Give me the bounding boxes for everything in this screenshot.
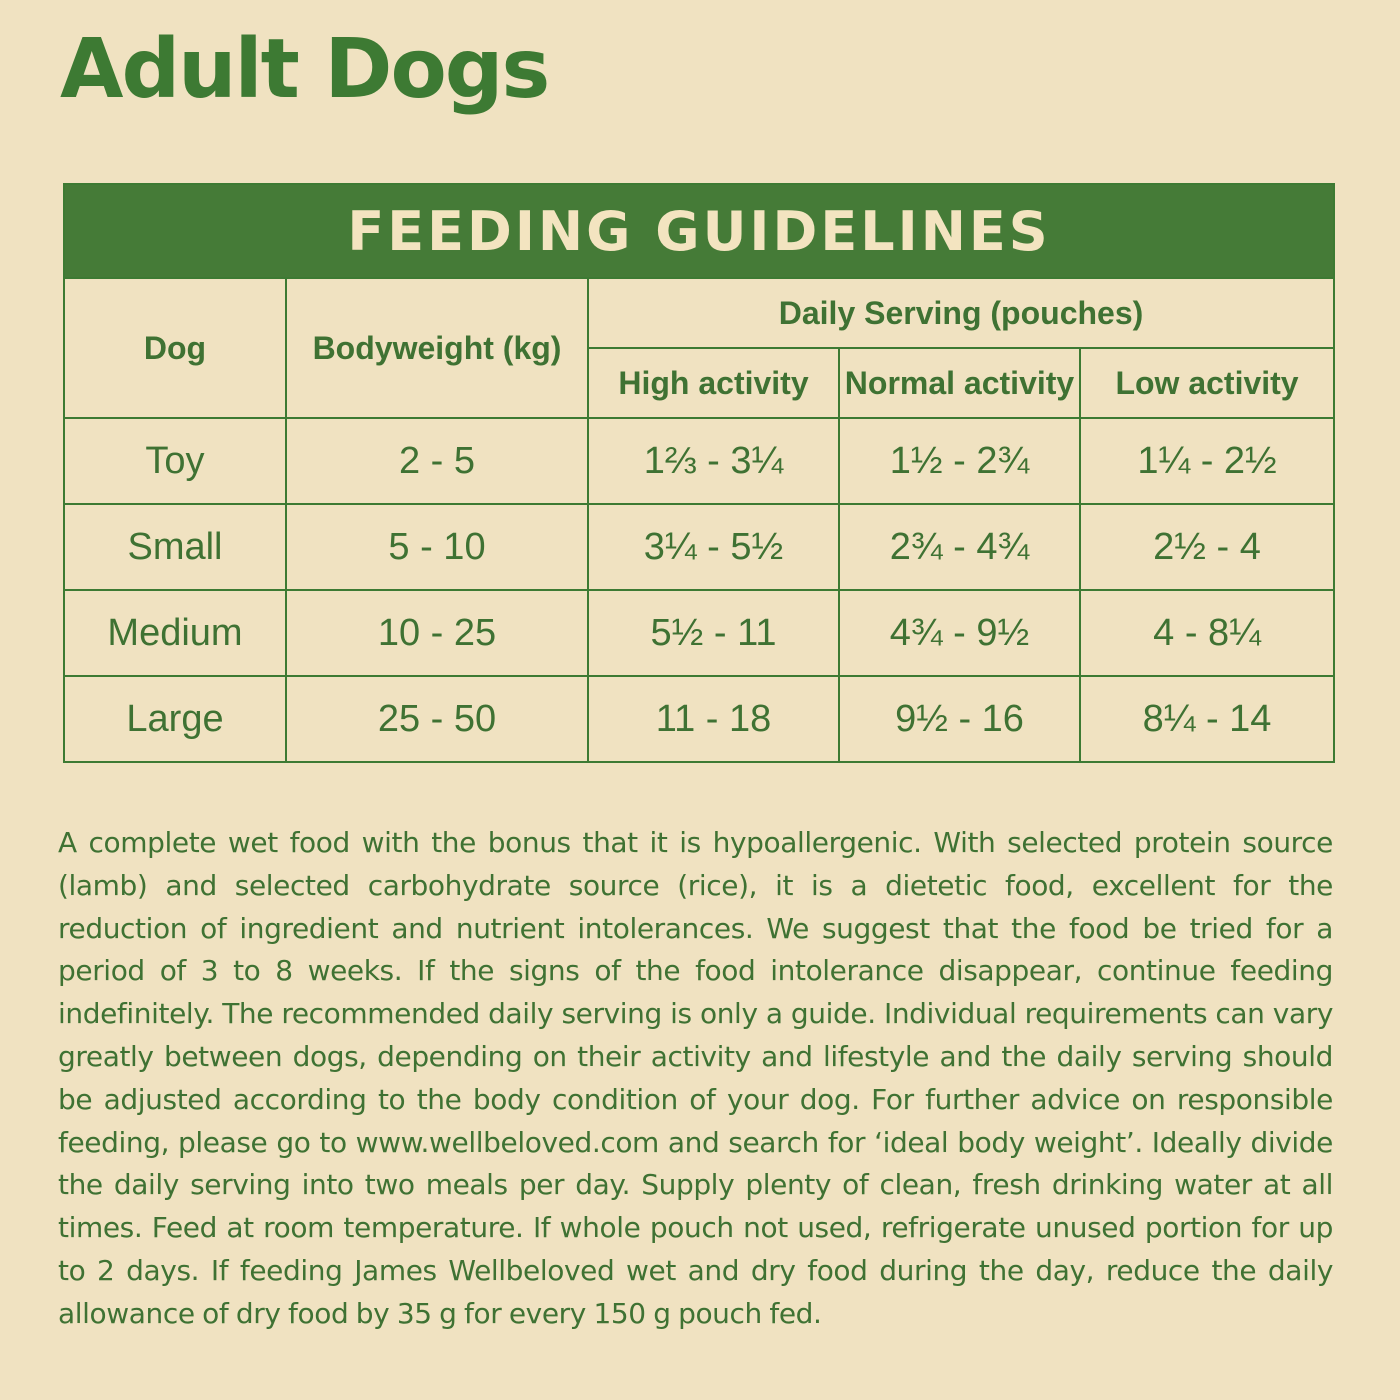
table-row — [64, 504, 1334, 590]
cell-dog: Medium — [64, 590, 286, 676]
cell-bodyweight: 25 - 50 — [286, 676, 588, 762]
cell-low-activity: 1¼ - 2½ — [1080, 418, 1334, 504]
table-row — [64, 676, 1334, 762]
header-high-activity: High activity — [588, 348, 839, 418]
header-low-activity: Low activity — [1080, 348, 1334, 418]
page-title: Adult Dogs — [60, 22, 549, 117]
cell-dog: Large — [64, 676, 286, 762]
cell-bodyweight: 10 - 25 — [286, 590, 588, 676]
cell-normal-activity: 2¾ - 4¾ — [839, 504, 1080, 590]
cell-dog: Small — [64, 504, 286, 590]
cell-normal-activity: 9½ - 16 — [839, 676, 1080, 762]
cell-low-activity: 4 - 8¼ — [1080, 590, 1334, 676]
header-dog: Dog — [64, 278, 286, 418]
cell-low-activity: 8¼ - 14 — [1080, 676, 1334, 762]
feeding-guidelines-table — [63, 183, 1335, 763]
cell-high-activity: 3¼ - 5½ — [588, 504, 839, 590]
header-daily-serving: Daily Serving (pouches) — [588, 278, 1334, 348]
cell-bodyweight: 2 - 5 — [286, 418, 588, 504]
cell-bodyweight: 5 - 10 — [286, 504, 588, 590]
cell-normal-activity: 4¾ - 9½ — [839, 590, 1080, 676]
description-paragraph: A complete wet food with the bonus that it is hypoallergenic. With selected protein source (lamb) and selected carbohydrate source (rice), it is a dietetic food, excellent for the reduction of ingredient and nutrient intolerances. We suggest that the food be tried for a period of 3 to 8 weeks. If the signs of the food intolerance disappear, continue feeding indefinitely. The recommended daily serving is only a guide. Individual requirements can vary greatly between dogs, depending on their activity and lifestyle and the daily serving should be adjusted according to the body condition of your dog. For further advice on responsible feeding, please go to www.wellbeloved.com and search for ‘ideal body weight’. Ideally divide the daily serving into two meals per day. Supply plenty of clean, fresh drinking water at all times. Feed at room temperature. If whole pouch not used, refrigerate unused portion for up to 2 days. If feeding James Wellbeloved wet and dry food during the day, reduce the daily allowance of dry food by 35 g for every 150 g pouch fed. — [58, 826, 1333, 1330]
cell-dog: Toy — [64, 418, 286, 504]
header-bodyweight: Bodyweight (kg) — [286, 278, 588, 418]
table-banner: FEEDING GUIDELINES — [64, 184, 1334, 278]
cell-low-activity: 2½ - 4 — [1080, 504, 1334, 590]
cell-normal-activity: 1½ - 2¾ — [839, 418, 1080, 504]
cell-high-activity: 5½ - 11 — [588, 590, 839, 676]
table-row — [64, 590, 1334, 676]
header-normal-activity: Normal activity — [839, 348, 1080, 418]
cell-high-activity: 1⅔ - 3¼ — [588, 418, 839, 504]
cell-high-activity: 11 - 18 — [588, 676, 839, 762]
table-row — [64, 418, 1334, 504]
